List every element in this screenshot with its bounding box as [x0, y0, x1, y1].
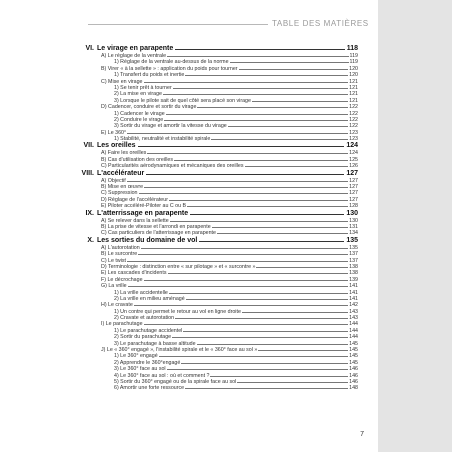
page-ref: 125 [349, 156, 358, 163]
entry-title: C) Mise en virage [101, 78, 143, 85]
page-ref: 143 [349, 308, 358, 315]
page-ref: 122 [349, 110, 358, 117]
page-ref: 127 [349, 196, 358, 203]
entry-title: 1) La vrille accidentelle [114, 289, 168, 296]
entry-title: 2) Conduire le virage [114, 116, 164, 123]
dot-leader [127, 133, 348, 134]
entry-title: A) Se relever dans la sellette [101, 217, 169, 224]
dot-leader [168, 273, 349, 274]
dot-leader [190, 214, 344, 215]
toc-section-heading [78, 142, 358, 150]
page-ref: 141 [349, 283, 358, 290]
dot-leader [211, 139, 348, 140]
dot-leader [217, 233, 348, 234]
page-ref: 119 [349, 53, 358, 59]
entry-title: F) Le décrochage [101, 276, 143, 283]
entry-title: 2) La vrille en milieu aménagé [114, 295, 185, 302]
entry-title: D) Cadencer, conduire et sortir du virage [101, 104, 197, 111]
dot-leader [159, 356, 349, 357]
page-ref: 141 [349, 289, 358, 296]
dot-leader [256, 267, 348, 268]
entry-title: 2) Cravate et autorotation [114, 315, 175, 322]
page-ref: 122 [349, 104, 358, 111]
page-ref: 130 [346, 209, 358, 217]
page-ref: 144 [349, 334, 358, 341]
dot-leader [239, 69, 349, 70]
toc-section-heading [78, 45, 358, 53]
page-ref: 121 [349, 91, 358, 98]
page-ref: 143 [349, 315, 358, 322]
dot-leader [197, 107, 348, 108]
entry-title: B) Cas d'utilisation des oreilles [101, 156, 173, 163]
entry-title: A) Objectif [101, 177, 126, 184]
page-ref: 134 [349, 230, 358, 237]
entry-title: 1) Un contre qui permet le retour au vol en ligne droite [114, 308, 241, 315]
dot-leader [138, 146, 345, 147]
dot-leader [237, 382, 348, 383]
dot-leader [185, 75, 348, 76]
dot-leader [228, 126, 348, 127]
entry-title: C) Particularités aérodynamiques et mécaniques des oreilles [101, 163, 244, 170]
page-ref: 124 [349, 150, 358, 157]
page-ref: 146 [349, 372, 358, 379]
page-ref: 138 [349, 263, 358, 270]
dot-leader [127, 181, 348, 182]
entry-title: I) Le parachutage [101, 321, 143, 328]
dot-leader [258, 350, 348, 351]
page-ref: 141 [349, 295, 358, 302]
page-ref: 122 [349, 116, 358, 123]
section-title: Le virage en parapente [97, 45, 174, 52]
dot-leader [134, 305, 348, 306]
entry-title: E) Piloter accéléré-Piloter au C ou B [101, 203, 187, 210]
section-number: X. [87, 236, 94, 244]
page-ref: 145 [349, 340, 358, 347]
toc-section-heading [78, 170, 358, 178]
dot-leader [164, 120, 348, 121]
page-ref: 135 [349, 244, 358, 251]
entry-title: 6) Amortir une forte ressource [114, 385, 185, 392]
entry-title: A) Faire les oreilles [101, 150, 147, 157]
dot-leader [169, 293, 348, 294]
entry-title: 4) Le 360° face au sol : où et comment ? [114, 372, 210, 379]
dot-leader [144, 280, 349, 281]
page-ref: 118 [346, 45, 358, 52]
page-ref: 121 [349, 78, 358, 85]
page-number: 7 [360, 431, 364, 438]
entry-title: 1) Réglage de la ventrale au-dessus de la norme [114, 59, 229, 66]
entry-title: 2) Apprendre le 360°engagé [114, 359, 181, 366]
dot-leader [167, 56, 348, 57]
dot-leader [181, 363, 348, 364]
toc-section-heading [78, 237, 358, 245]
page-ref: 127 [349, 190, 358, 197]
dot-leader [197, 344, 349, 345]
section-title: L'atterrissage en parapente [97, 209, 189, 217]
page-ref: 126 [349, 163, 358, 170]
dot-leader [174, 160, 348, 161]
page-ref: 127 [349, 184, 358, 191]
section-number: VIII. [81, 169, 94, 177]
dot-leader [138, 254, 348, 255]
page-ref: 123 [349, 129, 358, 136]
entry-title: C) Cas particuliers de l'atterrissage en parapente [101, 230, 216, 237]
page-ref: 131 [349, 223, 358, 230]
section-title: Les sorties du domaine de vol [97, 236, 198, 244]
entry-title: 2) La mise en virage [114, 91, 162, 98]
page-ref: 145 [349, 353, 358, 360]
entry-title: 3) Lorsque le pilote sait de quel côté sera placé son virage [114, 97, 251, 104]
dot-leader [230, 62, 349, 63]
page-margin-band [378, 0, 452, 452]
page-ref: 128 [349, 203, 358, 210]
entry-title: C) Le twist [101, 257, 127, 264]
entry-title: G) La vrille [101, 283, 127, 290]
entry-title: A) L'autorotation [101, 244, 140, 251]
dot-leader [146, 174, 344, 175]
page-ref: 121 [349, 97, 358, 104]
entry-title: D) Terminologie : distinction entre « sur pilotage » et « surcontre » [101, 263, 256, 270]
entry-title: 1) Stabilité, neutralité et instabilité spirale [114, 136, 211, 143]
page-ref: 124 [346, 142, 358, 150]
page-ref: 127 [349, 177, 358, 184]
page-ref: 127 [346, 169, 358, 177]
dot-leader [167, 369, 349, 370]
page-ref: 144 [349, 327, 358, 334]
entry-title: 1) Cadencer le virage [114, 110, 165, 117]
dot-leader [199, 241, 344, 242]
dot-leader [252, 101, 348, 102]
dot-leader [144, 324, 349, 325]
page-ref: 121 [349, 84, 358, 91]
page-ref: 145 [349, 347, 358, 354]
page-ref: 137 [349, 257, 358, 264]
dot-leader [141, 248, 348, 249]
page-ref: 146 [349, 366, 358, 373]
page-ref: 130 [349, 217, 358, 224]
entry-title: J) Le « 360° engagé », l'instabilité spirale et le « 360° face au sol » [101, 347, 258, 354]
entry-title: C) Suppression [101, 190, 138, 197]
page-ref: 145 [349, 359, 358, 366]
dot-leader [128, 286, 349, 287]
page-ref: 142 [349, 302, 358, 309]
page-ref: 138 [349, 270, 358, 277]
dot-leader [186, 299, 348, 300]
entry-title: D) Réglage de l'accélérateur [101, 196, 168, 203]
page-ref: 120 [349, 72, 358, 79]
entry-title: E) Les cascades d'incidents [101, 270, 167, 277]
dot-leader [245, 166, 349, 167]
entry-title: 1) Le parachutage accidentel [114, 327, 183, 334]
entry-title: 3) Le 360° face au sol [114, 366, 166, 373]
entry-title: B) Virer « à la sellette » : application du poids pour tourner [101, 65, 238, 72]
section-title: L'accélérateur [97, 169, 145, 177]
toc-entry [78, 385, 358, 391]
table-of-contents [78, 45, 358, 392]
entry-title: A) Le réglage de la ventrale [101, 53, 167, 59]
entry-title: 2) Sortir du parachutage [114, 334, 172, 341]
section-number: VI. [85, 45, 94, 52]
entry-title: B) Le surcontre [101, 251, 138, 258]
entry-title: H) Le cravate [101, 302, 133, 309]
dot-leader [163, 94, 348, 95]
page-ref: 135 [346, 236, 358, 244]
page-ref: 122 [349, 123, 358, 130]
entry-title: 1) Transfert du poids et inertie [114, 72, 185, 79]
page-ref: 119 [349, 59, 358, 66]
page-ref: 144 [349, 321, 358, 328]
entry-title: B) Mise en œuvre [101, 184, 144, 191]
entry-title: E) Le 360° [101, 129, 127, 136]
dot-leader [127, 261, 348, 262]
dot-leader [170, 221, 348, 222]
page-ref: 120 [349, 65, 358, 72]
dot-leader [175, 49, 344, 50]
dot-leader [169, 200, 348, 201]
entry-title: 1) Se tenir prêt à tourner [114, 84, 172, 91]
page-header-title: TABLE DES MATIÈRES [272, 19, 369, 28]
dot-leader [139, 193, 349, 194]
entry-title: 3) Le parachutage à basse altitude [114, 340, 196, 347]
toc-section-heading [78, 210, 358, 218]
section-title: Les oreilles [97, 142, 136, 150]
entry-title: B) La prise de vitesse et l'arrondi en parapente [101, 223, 211, 230]
header-rule [88, 24, 268, 25]
dot-leader [175, 318, 348, 319]
dot-leader [144, 82, 349, 83]
page-ref: 137 [349, 251, 358, 258]
dot-leader [166, 114, 349, 115]
entry-title: 1) Le 360° engagé [114, 353, 158, 360]
dot-leader [183, 331, 348, 332]
page-ref: 148 [349, 385, 358, 392]
page-ref: 123 [349, 136, 358, 143]
dot-leader [173, 88, 348, 89]
page-ref: 146 [349, 378, 358, 385]
dot-leader [210, 376, 348, 377]
entry-title: 3) Sortir du virage et amortir la vitesse du virage [114, 123, 227, 130]
dot-leader [172, 337, 348, 338]
section-number: IX. [85, 209, 94, 217]
dot-leader [242, 312, 348, 313]
dot-leader [185, 388, 348, 389]
section-number: VII. [83, 142, 94, 150]
entry-title: 5) Sortir du 360° engagé ou de la spirale face au sol [114, 378, 237, 385]
dot-leader [187, 206, 348, 207]
page-ref: 139 [349, 276, 358, 283]
dot-leader [212, 227, 348, 228]
dot-leader [144, 187, 348, 188]
dot-leader [147, 153, 348, 154]
